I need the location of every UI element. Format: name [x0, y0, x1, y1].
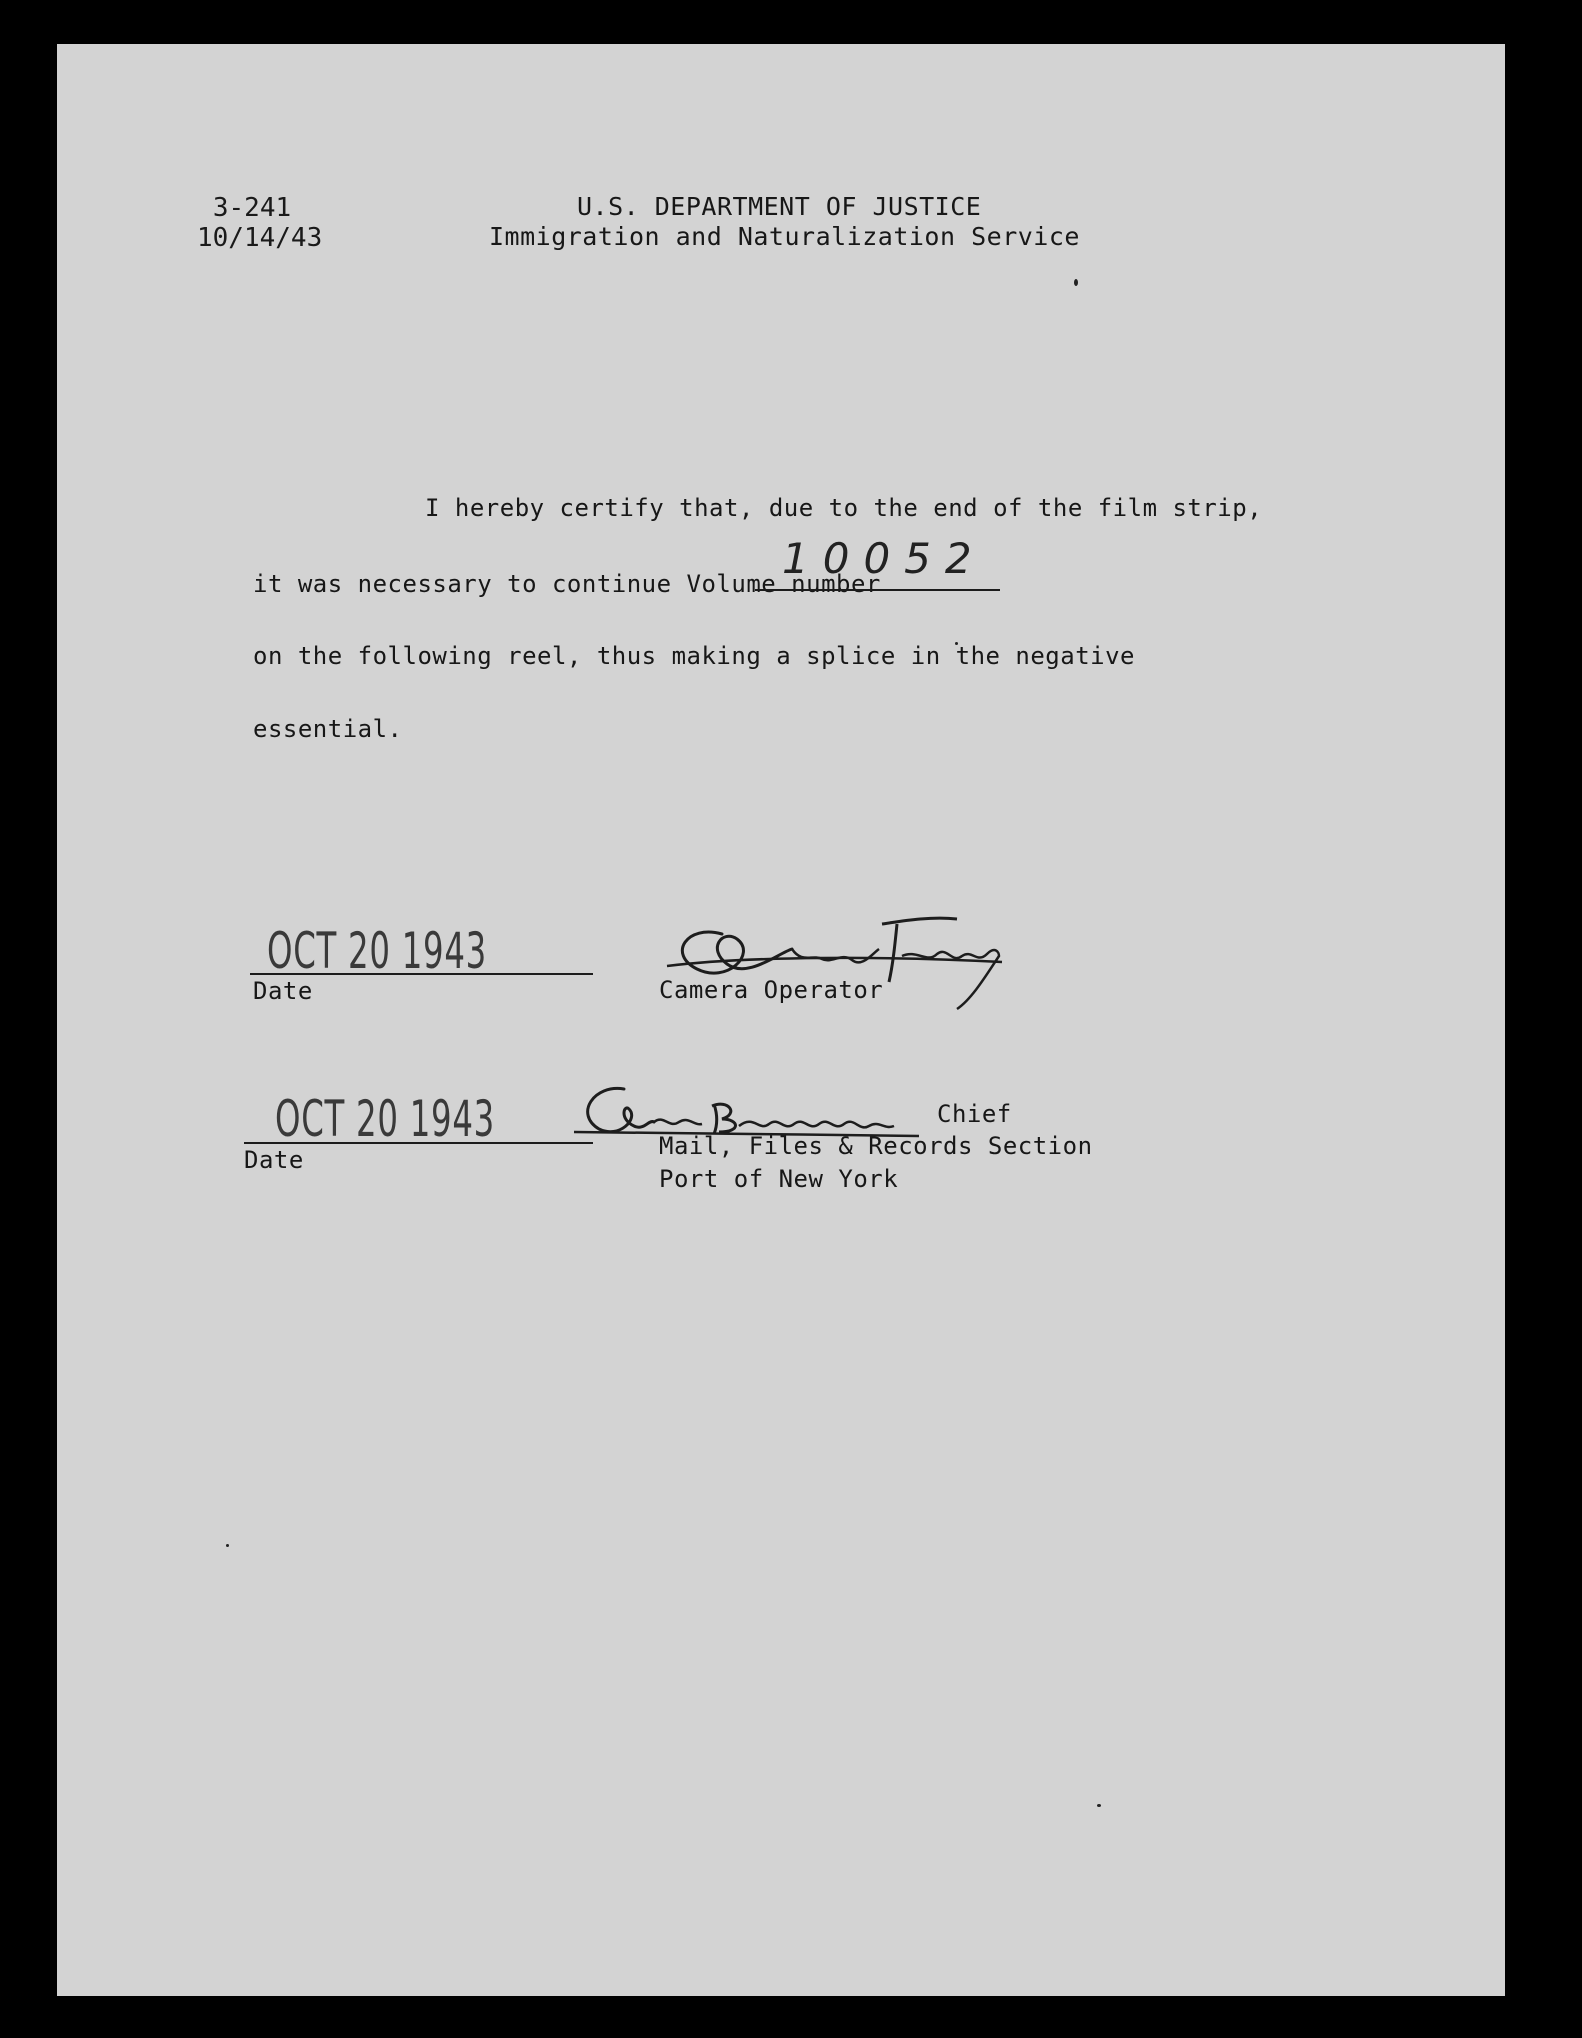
ink-speck [1074, 279, 1078, 286]
chief-title: Chief [937, 1100, 1012, 1128]
body-line-1: I hereby certify that, due to the end of the film strip, [425, 494, 1263, 522]
service-heading: Immigration and Naturalization Service [489, 222, 1080, 251]
volume-number-underline [755, 589, 1000, 591]
date-label-1: Date [253, 977, 313, 1005]
volume-number: 10052 [782, 534, 986, 583]
body-line-3: on the following reel, thus making a splice in the negative [253, 642, 1136, 670]
date-stamp-1: OCT 20 1943 [267, 922, 487, 980]
chief-title-line2: Mail, Files & Records Section [659, 1132, 1093, 1160]
ink-speck [1097, 1804, 1101, 1807]
ink-speck [226, 1544, 229, 1547]
document-page [57, 44, 1505, 1996]
date-line-1 [250, 973, 593, 975]
body-line-2: it was necessary to continue Volume number [253, 570, 881, 598]
form-date: 10/14/43 [197, 223, 323, 253]
camera-operator-title: Camera Operator [659, 976, 884, 1004]
chief-title-line3: Port of New York [659, 1165, 899, 1193]
date-label-2: Date [244, 1146, 304, 1174]
date-stamp-2: OCT 20 1943 [275, 1090, 495, 1148]
form-number: 3-241 [212, 193, 292, 223]
date-line-2 [244, 1142, 593, 1144]
body-line-4: essential. [253, 715, 403, 743]
department-heading: U.S. DEPARTMENT OF JUSTICE [577, 192, 982, 221]
